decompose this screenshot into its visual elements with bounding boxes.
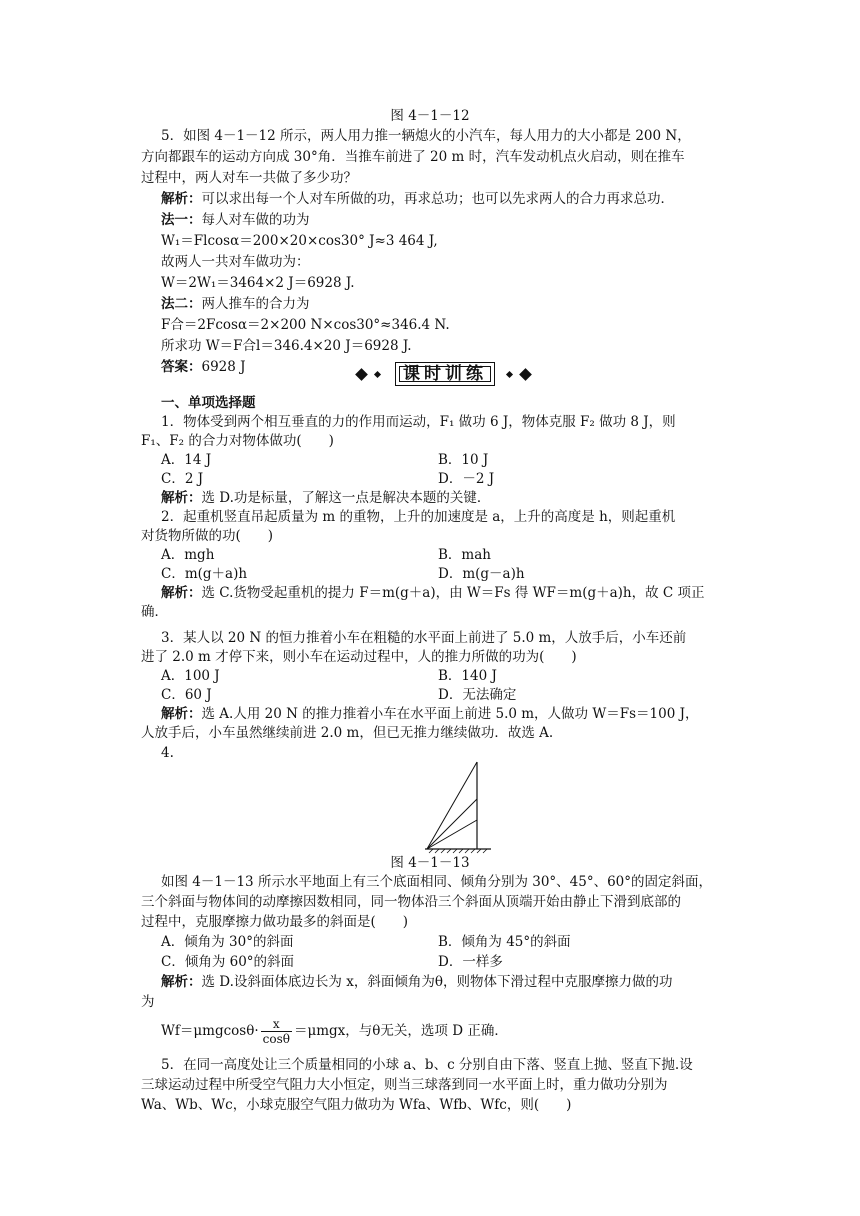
- p3-line2: 进了 2.0 m 才停下来，则小车在运动过程中，人的推力所做的功为( ): [141, 649, 577, 665]
- p3-option-b: B．140 J: [438, 668, 497, 684]
- p1-analysis: [161, 488, 490, 508]
- p2-option-d: D．m(g－a)h: [438, 566, 525, 582]
- p4-line2: 三个斜面与物体间的动摩擦因数相同，同一物体沿三个斜面从顶端开始由静止下滑到底部的: [141, 894, 681, 910]
- p4-line1: 如图 4－1－13 所示水平地面上有三个底面相同、倾角分别为 30°、45°、60°的固定斜面，: [161, 874, 713, 890]
- p2-option-c: C．m(g＋a)h: [161, 566, 248, 582]
- p4-equation: [161, 1014, 508, 1048]
- q5-answer: [161, 357, 246, 377]
- p1-line1: 1．物体受到两个相互垂直的力的作用而运动，F₁ 做功 6 J，物体克服 F₂ 做功 8 J，则: [161, 414, 676, 430]
- section-heading: 一、单项选择题: [161, 395, 256, 411]
- analysis-text: 可以求出每一个人对车所做的功，再求总功；也可以先求两人的合力再求总功．: [201, 191, 674, 207]
- analysis-label: 解析：: [161, 585, 202, 601]
- analysis-label: 解析：: [161, 191, 202, 207]
- diamond-icon: [519, 368, 532, 381]
- analysis-label: 解析：: [161, 490, 202, 506]
- method2-text: 两人推车的合力为: [201, 296, 310, 312]
- p2-line1: 2．起重机竖直吊起质量为 m 的重物，上升的加速度是 a，上升的高度是 h，则起重机: [161, 509, 676, 525]
- q5-method1-eq2: 故两人一共对车做功为：: [161, 254, 310, 270]
- section-banner: [355, 362, 535, 388]
- p4-option-c: C．倾角为 60°的斜面: [161, 954, 295, 970]
- p1-option-a: A．14 J: [161, 452, 212, 468]
- p3-option-a: A．100 J: [161, 668, 220, 684]
- equation-left: Wf＝μmgcosθ·: [161, 1023, 259, 1039]
- p1-option-b: B．10 J: [438, 452, 489, 468]
- small-diamond-icon: [506, 371, 513, 378]
- q5-analysis: [161, 189, 674, 209]
- figure-caption-4-1-12: 图 4－1－12: [390, 108, 470, 124]
- analysis-text: 选 D.功是标量，了解这一点是解决本题的关键．: [201, 490, 491, 506]
- q5-method2-eq2: 所求功 W＝F合l＝346.4×20 J＝6928 J.: [161, 338, 412, 354]
- p3-option-c: C．60 J: [161, 687, 212, 703]
- equation-right: ＝μmgx，与θ无关，选项 D 正确．: [293, 1023, 508, 1039]
- slope-60: [427, 762, 477, 849]
- p2-line2: 对货物所做的功( ): [141, 528, 274, 544]
- p4-option-b: B．倾角为 45°的斜面: [438, 934, 571, 950]
- p1-line2: F₁、F₂ 的合力对物体做功( ): [141, 433, 334, 449]
- p2-analysis: [161, 583, 705, 603]
- figure-caption-4-1-13: 图 4－1－13: [390, 855, 470, 871]
- p4-analysis: [161, 972, 672, 992]
- p3-option-d: D．无法确定: [438, 687, 517, 703]
- analysis-text: 选 C.货物受起重机的提力 F＝m(g＋a)，由 W＝Fs 得 WF＝m(g＋a)h，故 C 项正: [201, 585, 705, 601]
- p4-option-a: A．倾角为 30°的斜面: [161, 934, 294, 950]
- p1-option-d: D．－2 J: [438, 471, 495, 487]
- p4-number: 4.: [161, 745, 174, 761]
- inclined-planes-figure: [425, 758, 495, 854]
- fraction-numerator: x: [261, 1017, 292, 1032]
- small-diamond-icon: [374, 371, 381, 378]
- method1-label: 法一：: [161, 212, 202, 228]
- p5-line1: 5．在同一高度处让三个质量相同的小球 a、b、c 分别自由下落、竖直上抛、竖直下抛.设: [161, 1057, 693, 1073]
- analysis-label: 解析：: [161, 706, 202, 722]
- p2-option-a: A．mgh: [161, 547, 215, 563]
- p3-line1: 3．某人以 20 N 的恒力推着小车在粗糙的水平面上前进了 5.0 m，人放手后，小车还前: [161, 630, 687, 646]
- equation-fraction: [261, 1017, 292, 1046]
- p2-option-b: B．mah: [438, 547, 491, 563]
- p4-option-d: D．一样多: [438, 954, 503, 970]
- fraction-denominator: cosθ: [262, 1032, 290, 1046]
- q5-text-line1: 5．如图 4－1－12 所示，两人用力推一辆熄火的小汽车，每人用力的大小都是 200 N，: [161, 128, 691, 144]
- q5-method1-eq3: W＝2W₁＝3464×2 J＝6928 J.: [161, 275, 355, 291]
- analysis-text: 选 A.人用 20 N 的推力推着小车在水平面上前进 5.0 m，人做功 W＝Fs＝100 J，: [201, 706, 699, 722]
- p5-line2: 三球运动过程中所受空气阻力大小恒定，则当三球落到同一水平面上时，重力做功分别为: [141, 1077, 668, 1093]
- p4-line3: 过程中，克服摩擦力做功最多的斜面是( ): [141, 914, 409, 930]
- banner-title: 课时训练: [395, 362, 495, 386]
- q5-method2: [161, 294, 310, 314]
- p2-analysis-line2: 确．: [141, 604, 168, 620]
- method2-label: 法二：: [161, 296, 202, 312]
- q5-method2-eq1: F合＝2Fcosα＝2×200 N×cos30°≈346.4 N.: [161, 317, 450, 333]
- analysis-text: 选 D.设斜面体底边长为 x，斜面倾角为θ，则物体下滑过程中克服摩擦力做的功: [201, 974, 673, 990]
- diamond-icon: [355, 368, 368, 381]
- analysis-label: 解析：: [161, 974, 202, 990]
- q5-method1: [161, 210, 310, 230]
- answer-label: 答案：: [161, 359, 202, 375]
- method1-text: 每人对车做的功为: [201, 212, 310, 228]
- p4-analysis-line2: 为: [141, 994, 155, 1010]
- q5-method1-eq1: W₁＝Flcosα＝200×20×cos30° J≈3 464 J,: [161, 233, 438, 249]
- q5-text-line2: 方向都跟车的运动方向成 30°角．当推车前进了 20 m 时，汽车发动机点火启动，则在推车: [141, 149, 685, 165]
- q5-text-line3: 过程中，两人对车一共做了多少功？: [141, 170, 357, 186]
- p3-analysis-line2: 人放手后，小车虽然继续前进 2.0 m，但已无推力继续做功．故选 A.: [141, 725, 554, 741]
- p3-analysis: [161, 704, 698, 724]
- p5-line3: Wa、Wb、Wc，小球克服空气阻力做功为 Wfa、Wfb、Wfc，则( ): [141, 1097, 572, 1113]
- p1-option-c: C．2 J: [161, 471, 204, 487]
- answer-text: 6928 J: [201, 359, 246, 375]
